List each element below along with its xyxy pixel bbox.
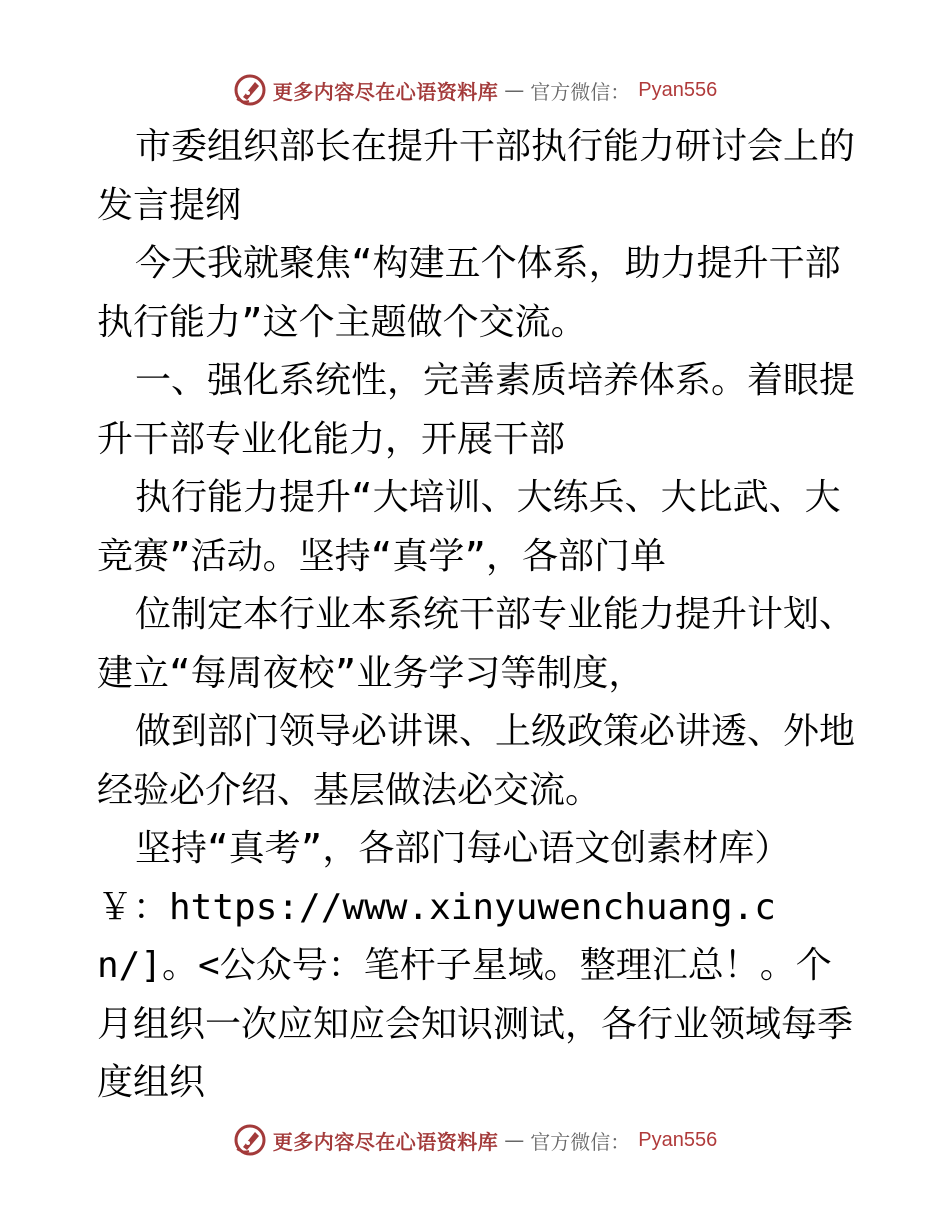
paragraph: 位制定本行业本系统干部专业能力提升计划、建立“每周夜校”业务学习等制度， [97, 594, 856, 694]
document-body [97, 118, 857, 1113]
wechat-id: Pyan556 [638, 78, 718, 101]
header-banner [0, 70, 950, 110]
paragraph: 今天我就聚焦“构建五个体系，助力提升干部执行能力”这个主题做个交流。 [97, 243, 841, 343]
paragraph: 坚持“真考”，各部门每心语文创素材库）￥：https://www.xinyuwenchuang.cn/]。<公众号：笔杆子星域。整理汇总！。个月组织一次应知应会知识测试，各行业领域每季度组织 [97, 828, 854, 1103]
paragraph: 一、强化系统性，完善素质培养体系。着眼提升干部专业化能力，开展干部 [97, 360, 856, 460]
brand-text: 更多内容尽在心语资料库 [272, 1129, 499, 1154]
wechat-label: 官方微信： [530, 1129, 631, 1154]
paragraph: 执行能力提升“大培训、大练兵、大比武、大竞赛”活动。坚持“真学”，各部门单 [97, 477, 841, 577]
wechat-label: 官方微信： [530, 79, 631, 104]
brand-text: 更多内容尽在心语资料库 [272, 79, 499, 104]
banner-separator: — [504, 78, 525, 102]
pen-nib-circle-logo-icon [233, 1123, 267, 1157]
wechat-id: Pyan556 [638, 1128, 718, 1151]
document-title: 市委组织部长在提升干部执行能力研讨会上的发言提纲 [97, 126, 856, 226]
pen-nib-circle-logo-icon [233, 73, 267, 107]
banner-separator: — [504, 1128, 525, 1152]
footer-banner [0, 1120, 950, 1160]
paragraph: 做到部门领导必讲课、上级政策必讲透、外地经验必介绍、基层做法必交流。 [97, 711, 856, 811]
